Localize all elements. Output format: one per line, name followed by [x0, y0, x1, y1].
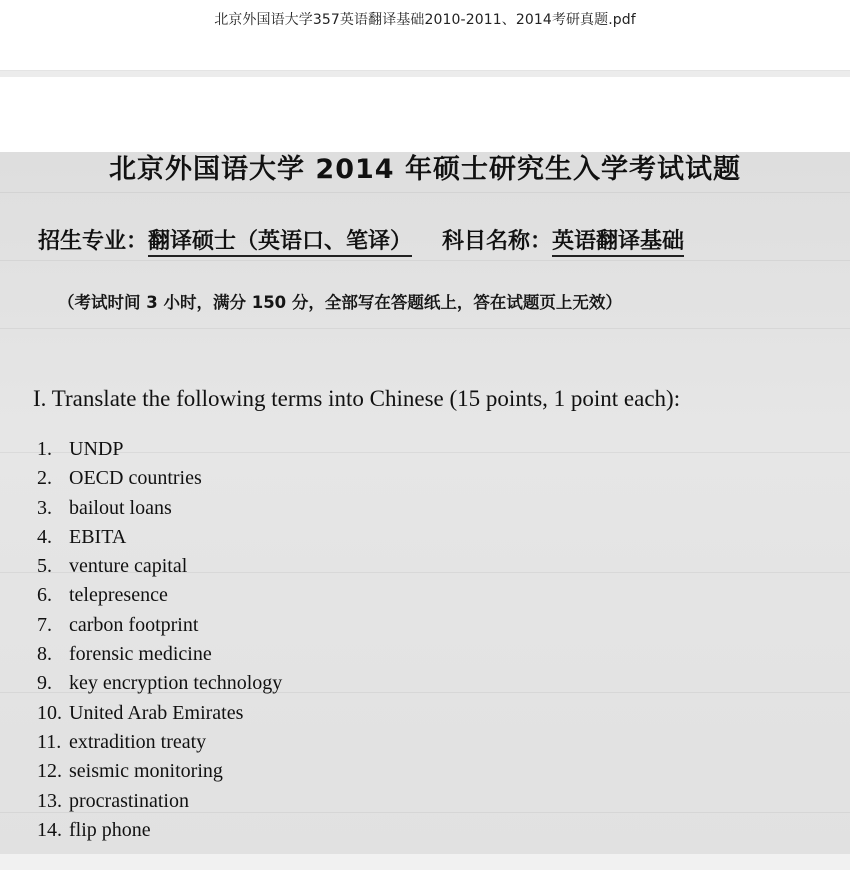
term-number: 6.: [37, 584, 52, 607]
major-label: 招生专业：: [38, 229, 149, 254]
page-gap: [0, 854, 850, 870]
term-number: 7.: [37, 613, 52, 636]
term-list: [37, 435, 282, 845]
term-text: OECD countries: [69, 467, 202, 490]
term-number: 14.: [37, 818, 62, 841]
term-text: seismic monitoring: [69, 760, 223, 783]
term-text: extradition treaty: [69, 730, 207, 753]
term-text: forensic medicine: [69, 643, 212, 666]
term-text: EBITA: [69, 525, 127, 548]
list-item: [37, 757, 282, 786]
major-value: 翻译硕士（英语口、笔译）: [148, 229, 412, 257]
term-text: bailout loans: [69, 496, 172, 519]
term-number: 1.: [37, 438, 52, 460]
term-number: 10.: [37, 701, 62, 724]
term-text: flip phone: [69, 818, 151, 841]
list-item: [37, 523, 282, 552]
list-item: [37, 728, 282, 757]
term-number: 13.: [37, 789, 62, 812]
term-number: 4.: [37, 525, 52, 548]
exam-note: （考试时间 3 小时，满分 150 分，全部写在答题纸上，答在试题页上无效）: [58, 293, 622, 312]
term-number: 8.: [37, 643, 52, 666]
term-text: United Arab Emirates: [69, 701, 244, 724]
list-item: [37, 435, 282, 464]
list-item: [37, 494, 282, 523]
term-text: key encryption technology: [69, 672, 283, 695]
term-number: 11.: [37, 730, 62, 753]
subject-value: 英语翻译基础: [552, 229, 684, 257]
list-item: [37, 640, 282, 669]
list-item: [37, 581, 282, 610]
term-number: 9.: [37, 672, 52, 695]
term-number: 12.: [37, 760, 62, 783]
term-text: telepresence: [69, 584, 168, 607]
exam-title: 北京外国语大学 2014 年硕士研究生入学考试试题: [109, 154, 741, 185]
pdf-page[interactable]: [0, 152, 850, 854]
title-divider: [0, 70, 850, 77]
subject-label: 科目名称：: [442, 229, 553, 254]
list-item: [37, 611, 282, 640]
term-text: UNDP: [69, 438, 124, 460]
term-number: 5.: [37, 555, 52, 578]
list-item: [37, 699, 282, 728]
major-line: [38, 224, 828, 255]
section-heading: I. Translate the following terms into Chinese (15 points, 1 point each):: [33, 386, 681, 411]
term-number: 3.: [37, 496, 52, 519]
list-item: [37, 464, 282, 493]
list-item: [37, 669, 282, 698]
term-text: venture capital: [69, 555, 188, 578]
list-item: [37, 552, 282, 581]
list-item: [37, 816, 282, 845]
list-item: [37, 787, 282, 816]
term-text: carbon footprint: [69, 613, 199, 636]
file-title: 北京外国语大学357英语翻译基础2010-2011、2014考研真题.pdf: [214, 12, 636, 28]
term-number: 2.: [37, 467, 52, 490]
term-text: procrastination: [69, 789, 189, 812]
